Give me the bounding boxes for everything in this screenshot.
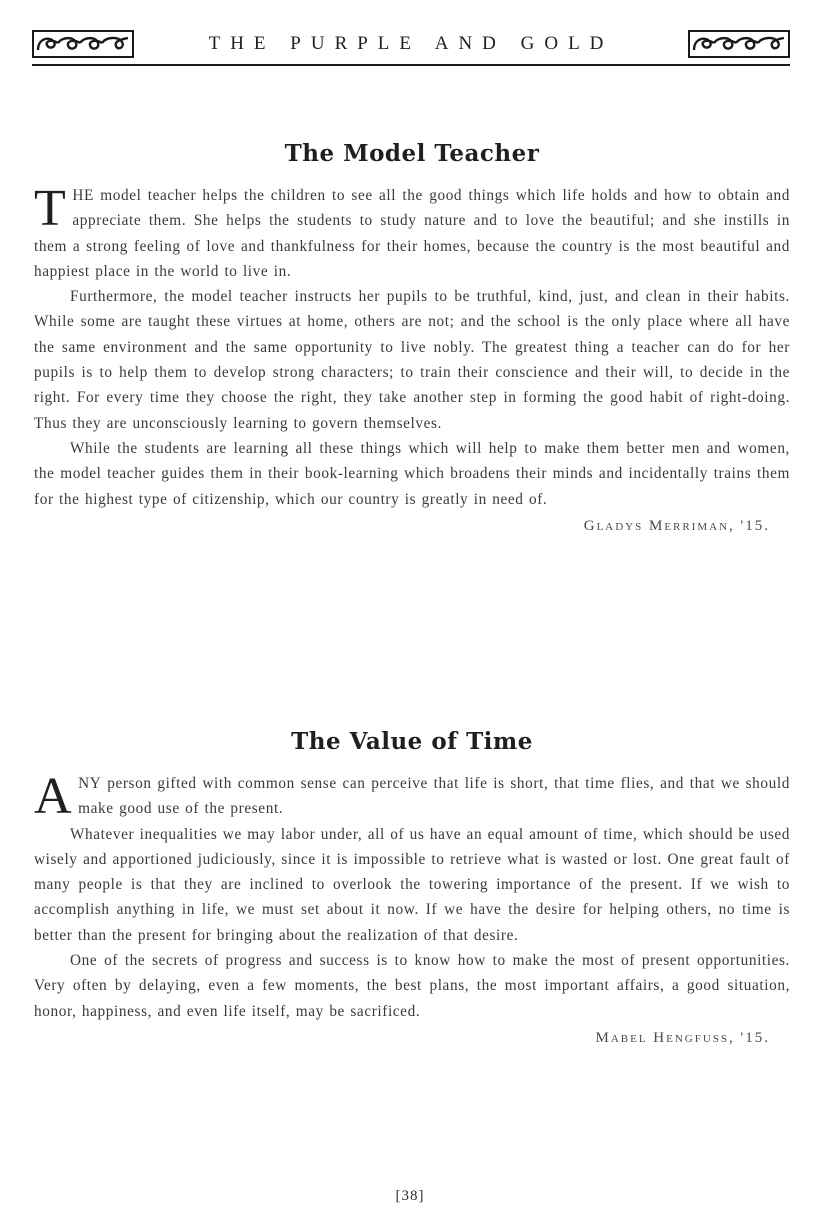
- article-paragraph: One of the secrets of progress and success is to know how to make the most of present opportunities. Very often by delaying, even a few moments, the best plans, the most important affairs, a good situation, honor, happiness, and even life itself, may be sacrificed.: [34, 952, 790, 1020]
- header-rule: [32, 64, 790, 66]
- article-title: The Model Teacher: [284, 140, 540, 167]
- lead-smallcaps: NY: [78, 775, 102, 792]
- scroll-ornament-icon: [688, 30, 790, 58]
- author-signature: Mabel Hengfuss, '15.: [595, 1029, 770, 1046]
- article-title: The Value of Time: [291, 728, 533, 755]
- lead-smallcaps: HE: [72, 187, 94, 204]
- drop-cap: A: [34, 768, 73, 825]
- page-number: [38]: [395, 1188, 425, 1204]
- running-header-title: THE PURPLE AND GOLD: [208, 33, 614, 54]
- article-paragraph: Whatever inequalities we may labor under, all of us have an equal amount of time, which should be used wisely and apportioned judiciously, since it is impossible to retrieve what is wasted or lost. One great fault of many people is that they are inclined to overlook the towering importance of the present. If we wish to accomplish anything in life, we must set about it now. If we have the desire for helping others, no time is better than the present for bringing about the realization of that desire.: [34, 825, 791, 944]
- drop-cap: T: [34, 180, 67, 237]
- article-paragraph: [34, 180, 790, 284]
- page-header: [32, 28, 790, 60]
- article-paragraph: While the students are learning all these things which will help to make them better men and women, the model teacher guides them in their book-learning which broadens their minds and incidentally trains them for the highest type of citizenship, which our country is greatly in need of.: [34, 439, 790, 508]
- lead-text: model teacher helps the children to see all the good things which life holds and how to obtain and appreciate them. She helps the students to study nature and to love the beautiful; and she instills in them a strong feeling of love and thankfulness for their homes, because the country is the most beautiful and happiest place in the world to live in.: [34, 187, 790, 280]
- article-paragraph: Furthermore, the model teacher instructs her pupils to be truthful, kind, just, and clean in their habits. While some are taught these virtues at home, others are not; and the school is the only place where all have the same environment and the same opportunity to live nobly. The greatest thing a teacher can do for her pupils is to help them to develop strong characters; to train their conscience and their will, to decide in the right. For every time they choose the right, they take another step in forming the good habit of right-doing. Thus they are unconsciously learning to govern themselves.: [34, 288, 790, 432]
- author-signature: Gladys Merriman, '15.: [583, 517, 770, 534]
- article-value-of-time: [34, 728, 790, 1047]
- article-model-teacher: [34, 140, 790, 535]
- scroll-ornament-icon: [32, 30, 134, 58]
- article-paragraph: [34, 768, 790, 825]
- lead-text: person gifted with common sense can perceive that life is short, that time flies, and that we should make good use of the present.: [78, 775, 790, 818]
